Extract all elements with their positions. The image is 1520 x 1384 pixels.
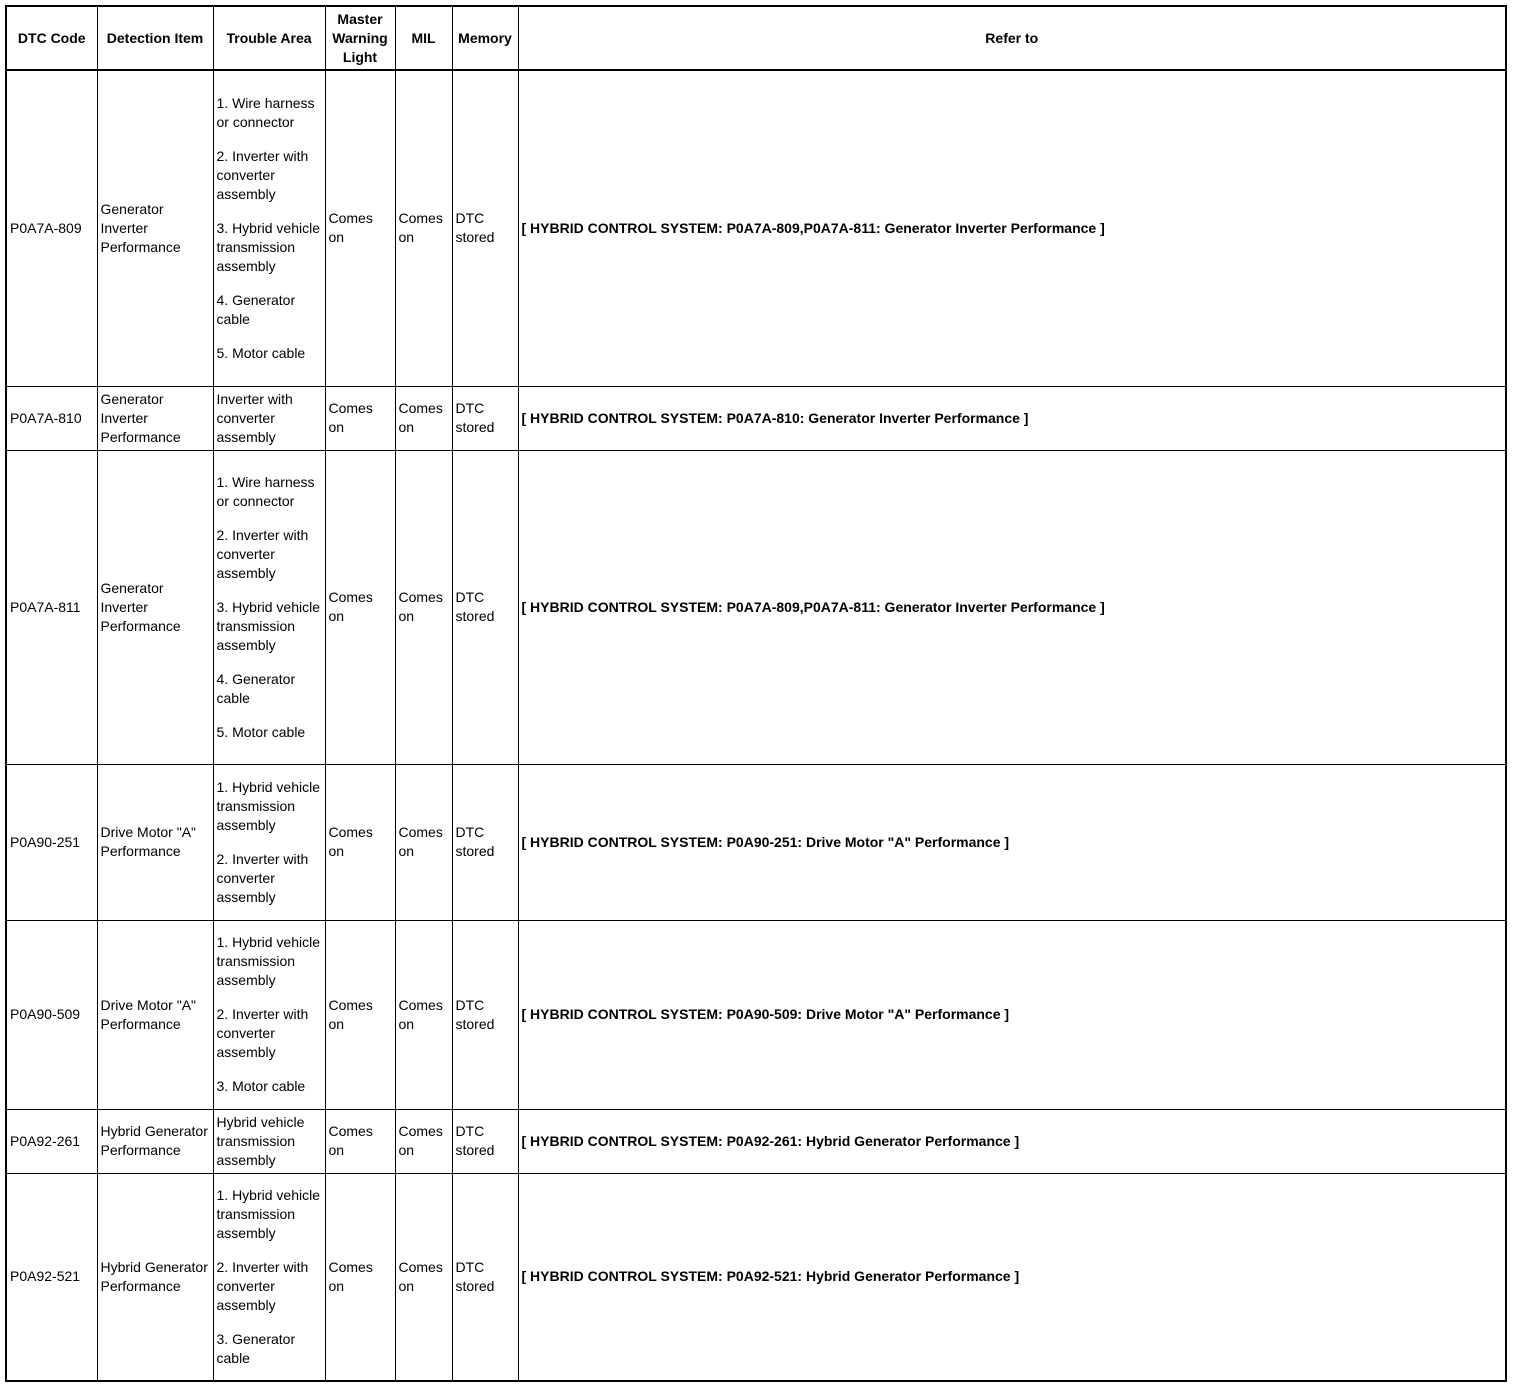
master-warning-cell: Comes on bbox=[325, 764, 395, 920]
refer-to-cell: [ HYBRID CONTROL SYSTEM: P0A7A-809,P0A7A-811: Generator Inverter Performance ] bbox=[518, 450, 1506, 764]
header-refer-to: Refer to bbox=[518, 6, 1506, 70]
table-row bbox=[6, 1173, 1506, 1381]
trouble-area-cell bbox=[213, 920, 325, 1109]
dtc-table bbox=[5, 5, 1507, 1382]
trouble-area-item: 1. Hybrid vehicle transmission assembly bbox=[216, 778, 320, 833]
table-row bbox=[6, 1109, 1506, 1173]
mil-cell: Comes on bbox=[395, 70, 452, 386]
table-row bbox=[6, 450, 1506, 764]
trouble-area-cell bbox=[213, 70, 325, 386]
trouble-area-item: 1. Wire harness or connector bbox=[216, 473, 315, 509]
detection-item-cell: Drive Motor "A" Performance bbox=[97, 920, 213, 1109]
detection-item-cell: Hybrid Generator Performance bbox=[97, 1109, 213, 1173]
mil-cell: Comes on bbox=[395, 386, 452, 450]
master-warning-cell: Comes on bbox=[325, 920, 395, 1109]
refer-to-cell: [ HYBRID CONTROL SYSTEM: P0A90-509: Drive Motor "A" Performance ] bbox=[518, 920, 1506, 1109]
mil-cell: Comes on bbox=[395, 1173, 452, 1381]
dtc-code-cell: P0A7A-809 bbox=[6, 70, 97, 386]
detection-item-cell: Generator Inverter Performance bbox=[97, 386, 213, 450]
trouble-area-item: 2. Inverter with converter assembly bbox=[216, 1258, 309, 1313]
trouble-area-item: 2. Inverter with converter assembly bbox=[216, 147, 309, 202]
header-detection-item: Detection Item bbox=[97, 6, 213, 70]
header-row bbox=[6, 6, 1506, 70]
dtc-code-cell: P0A92-521 bbox=[6, 1173, 97, 1381]
trouble-area-item: 4. Generator cable bbox=[216, 291, 296, 327]
header-memory: Memory bbox=[452, 6, 518, 70]
memory-cell: DTC stored bbox=[452, 450, 518, 764]
trouble-area-item: 2. Inverter with converter assembly bbox=[216, 526, 309, 581]
trouble-area-item: 1. Hybrid vehicle transmission assembly bbox=[216, 1186, 320, 1241]
memory-cell: DTC stored bbox=[452, 70, 518, 386]
master-warning-cell: Comes on bbox=[325, 70, 395, 386]
memory-cell: DTC stored bbox=[452, 1109, 518, 1173]
trouble-area-item: 4. Generator cable bbox=[216, 670, 296, 706]
trouble-area-item: 3. Generator cable bbox=[216, 1330, 296, 1366]
trouble-area-item: 3. Hybrid vehicle transmission assembly bbox=[216, 598, 320, 653]
trouble-area-item: 2. Inverter with converter assembly bbox=[216, 1006, 309, 1060]
trouble-area-item: 5. Motor cable bbox=[216, 723, 306, 740]
trouble-area-cell bbox=[213, 764, 325, 920]
table-row bbox=[6, 920, 1506, 1109]
mil-cell: Comes on bbox=[395, 920, 452, 1109]
trouble-area-cell bbox=[213, 386, 325, 450]
master-warning-cell: Comes on bbox=[325, 450, 395, 764]
dtc-code-cell: P0A90-251 bbox=[6, 764, 97, 920]
memory-cell: DTC stored bbox=[452, 764, 518, 920]
trouble-area-cell bbox=[213, 1173, 325, 1381]
master-warning-cell: Comes on bbox=[325, 1173, 395, 1381]
refer-to-cell: [ HYBRID CONTROL SYSTEM: P0A92-521: Hybrid Generator Performance ] bbox=[518, 1173, 1506, 1381]
header-dtc-code: DTC Code bbox=[6, 6, 97, 70]
header-mil: MIL bbox=[395, 6, 452, 70]
refer-to-cell: [ HYBRID CONTROL SYSTEM: P0A90-251: Drive Motor "A" Performance ] bbox=[518, 764, 1506, 920]
trouble-area-item: 3. Motor cable bbox=[216, 1078, 306, 1094]
refer-to-cell: [ HYBRID CONTROL SYSTEM: P0A7A-809,P0A7A-811: Generator Inverter Performance ] bbox=[518, 70, 1506, 386]
dtc-code-cell: P0A7A-811 bbox=[6, 450, 97, 764]
refer-to-cell: [ HYBRID CONTROL SYSTEM: P0A92-261: Hybrid Generator Performance ] bbox=[518, 1109, 1506, 1173]
trouble-area-item: 1. Wire harness or connector bbox=[216, 94, 315, 130]
detection-item-cell: Hybrid Generator Performance bbox=[97, 1173, 213, 1381]
table-row bbox=[6, 764, 1506, 920]
dtc-code-cell: P0A90-509 bbox=[6, 920, 97, 1109]
trouble-area-item: 2. Inverter with converter assembly bbox=[216, 850, 309, 905]
trouble-area-item: 5. Motor cable bbox=[216, 344, 306, 361]
detection-item-cell: Generator Inverter Performance bbox=[97, 450, 213, 764]
memory-cell: DTC stored bbox=[452, 1173, 518, 1381]
mil-cell: Comes on bbox=[395, 450, 452, 764]
dtc-code-cell: P0A7A-810 bbox=[6, 386, 97, 450]
trouble-area-item: 3. Hybrid vehicle transmission assembly bbox=[216, 219, 320, 274]
table-row bbox=[6, 70, 1506, 386]
table-row bbox=[6, 386, 1506, 450]
header-trouble-area: Trouble Area bbox=[213, 6, 325, 70]
detection-item-cell: Drive Motor "A" Performance bbox=[97, 764, 213, 920]
trouble-area-cell bbox=[213, 450, 325, 764]
mil-cell: Comes on bbox=[395, 764, 452, 920]
refer-to-cell: [ HYBRID CONTROL SYSTEM: P0A7A-810: Generator Inverter Performance ] bbox=[518, 386, 1506, 450]
table-body bbox=[6, 70, 1506, 1381]
header-master-warning-light: Master Warning Light bbox=[325, 6, 395, 70]
detection-item-cell: Generator Inverter Performance bbox=[97, 70, 213, 386]
master-warning-cell: Comes on bbox=[325, 1109, 395, 1173]
memory-cell: DTC stored bbox=[452, 386, 518, 450]
master-warning-cell: Comes on bbox=[325, 386, 395, 450]
memory-cell: DTC stored bbox=[452, 920, 518, 1109]
mil-cell: Comes on bbox=[395, 1109, 452, 1173]
trouble-area-item: Hybrid vehicle transmission assembly bbox=[216, 1113, 305, 1168]
trouble-area-item: Inverter with converter assembly bbox=[216, 390, 293, 445]
trouble-area-cell bbox=[213, 1109, 325, 1173]
trouble-area-item: 1. Hybrid vehicle transmission assembly bbox=[216, 934, 320, 988]
dtc-code-cell: P0A92-261 bbox=[6, 1109, 97, 1173]
